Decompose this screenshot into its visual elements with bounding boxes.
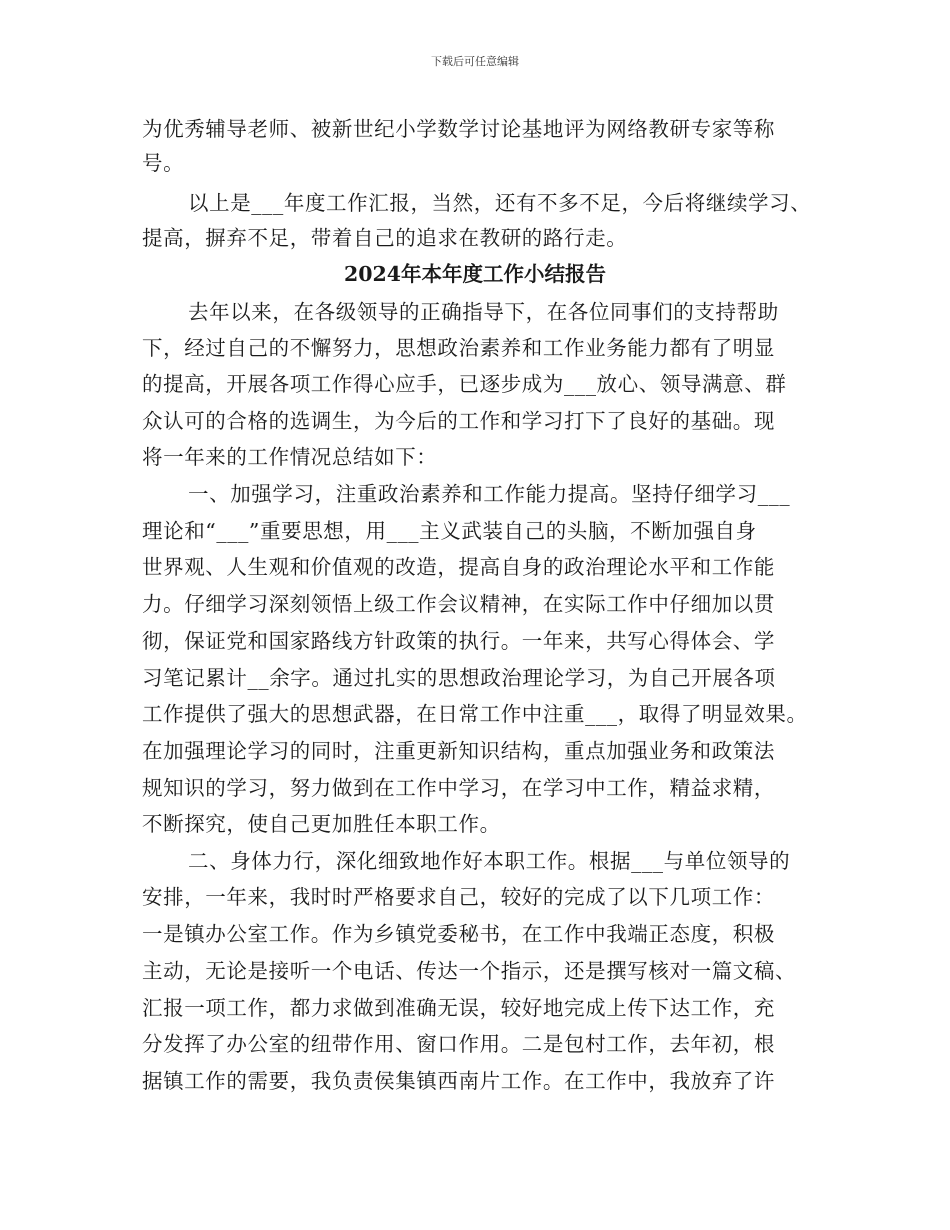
text-line: 一、加强学习，注重政治素养和工作能力提高。坚持仔细学习___ (188, 482, 791, 506)
text-line: 以上是___年度工作汇报，当然，还有不多不足，今后将继续学习、 (188, 191, 812, 215)
text-line: 彻，保证党和国家路线方针政策的执行。一年来，共写心得体会、学 (142, 629, 775, 653)
text-line: 的提高，开展各项工作得心应手，已逐步成为___放心、领导满意、群 (142, 372, 787, 396)
text-line: 在加强理论学习的同时，注重更新知识结构，重点加强业务和政策法 (142, 739, 775, 763)
text-line: 为优秀辅导老师、被新世纪小学数学讨论基地评为网络教研专家等称 (142, 117, 775, 141)
text-line: 不断探究，使自己更加胜任本职工作。 (142, 812, 501, 836)
text-line: 号。 (142, 151, 185, 175)
page-header: 下载后可任意编辑 (431, 55, 519, 68)
text-line: 据镇工作的需要，我负责侯集镇西南片工作。在工作中，我放弃了许 (142, 1069, 775, 1093)
text-line: 提高，摒弃不足，带着自己的追求在教研的路行走。 (142, 226, 628, 250)
document-title: 2024年本年度工作小结报告 (343, 262, 607, 286)
text-line: 汇报一项工作，都力求做到准确无误，较好地完成上传下达工作，充 (142, 996, 775, 1020)
text-line: 下，经过自己的不懈努力，思想政治素养和工作业务能力都有了明显 (142, 336, 775, 360)
text-line: 一是镇办公室工作。作为乡镇党委秘书，在工作中我端正态度，积极 (142, 922, 775, 946)
text-line: 二、身体力行，深化细致地作好本职工作。根据___与单位领导的 (188, 849, 791, 873)
text-line: 去年以来，在各级领导的正确指导下，在各位同事们的支持帮助 (188, 300, 779, 324)
text-line: 习笔记累计__余字。通过扎实的思想政治理论学习，为自己开展各项 (142, 666, 776, 690)
text-line: 安排，一年来，我时时严格要求自己，较好的完成了以下几项工作： (142, 885, 775, 909)
text-line: 力。仔细学习深刻领悟上级工作会议精神，在实际工作中仔细加以贯 (142, 592, 775, 616)
text-line: 规知识的学习，努力做到在工作中学习，在学习中工作，精益求精， (142, 776, 775, 800)
text-line: 分发挥了办公室的纽带作用、窗口作用。二是包村工作，去年初，根 (142, 1032, 775, 1056)
text-line: 理论和“___”重要思想，用___主义武装自己的头脑，不断加强自身 (142, 519, 757, 543)
text-line: 工作提供了强大的思想武器，在日常工作中注重___，取得了明显效果。 (142, 702, 808, 726)
text-line: 众认可的合格的选调生，为今后的工作和学习打下了良好的基础。现 (142, 409, 775, 433)
text-line: 将一年来的工作情况总结如下： (142, 445, 438, 469)
text-line: 世界观、人生观和价值观的改造，提高自身的政治理论水平和工作能 (142, 555, 775, 579)
text-line: 主动，无论是接听一个电话、传达一个指示，还是撰写核对一篇文稿、 (142, 959, 797, 983)
